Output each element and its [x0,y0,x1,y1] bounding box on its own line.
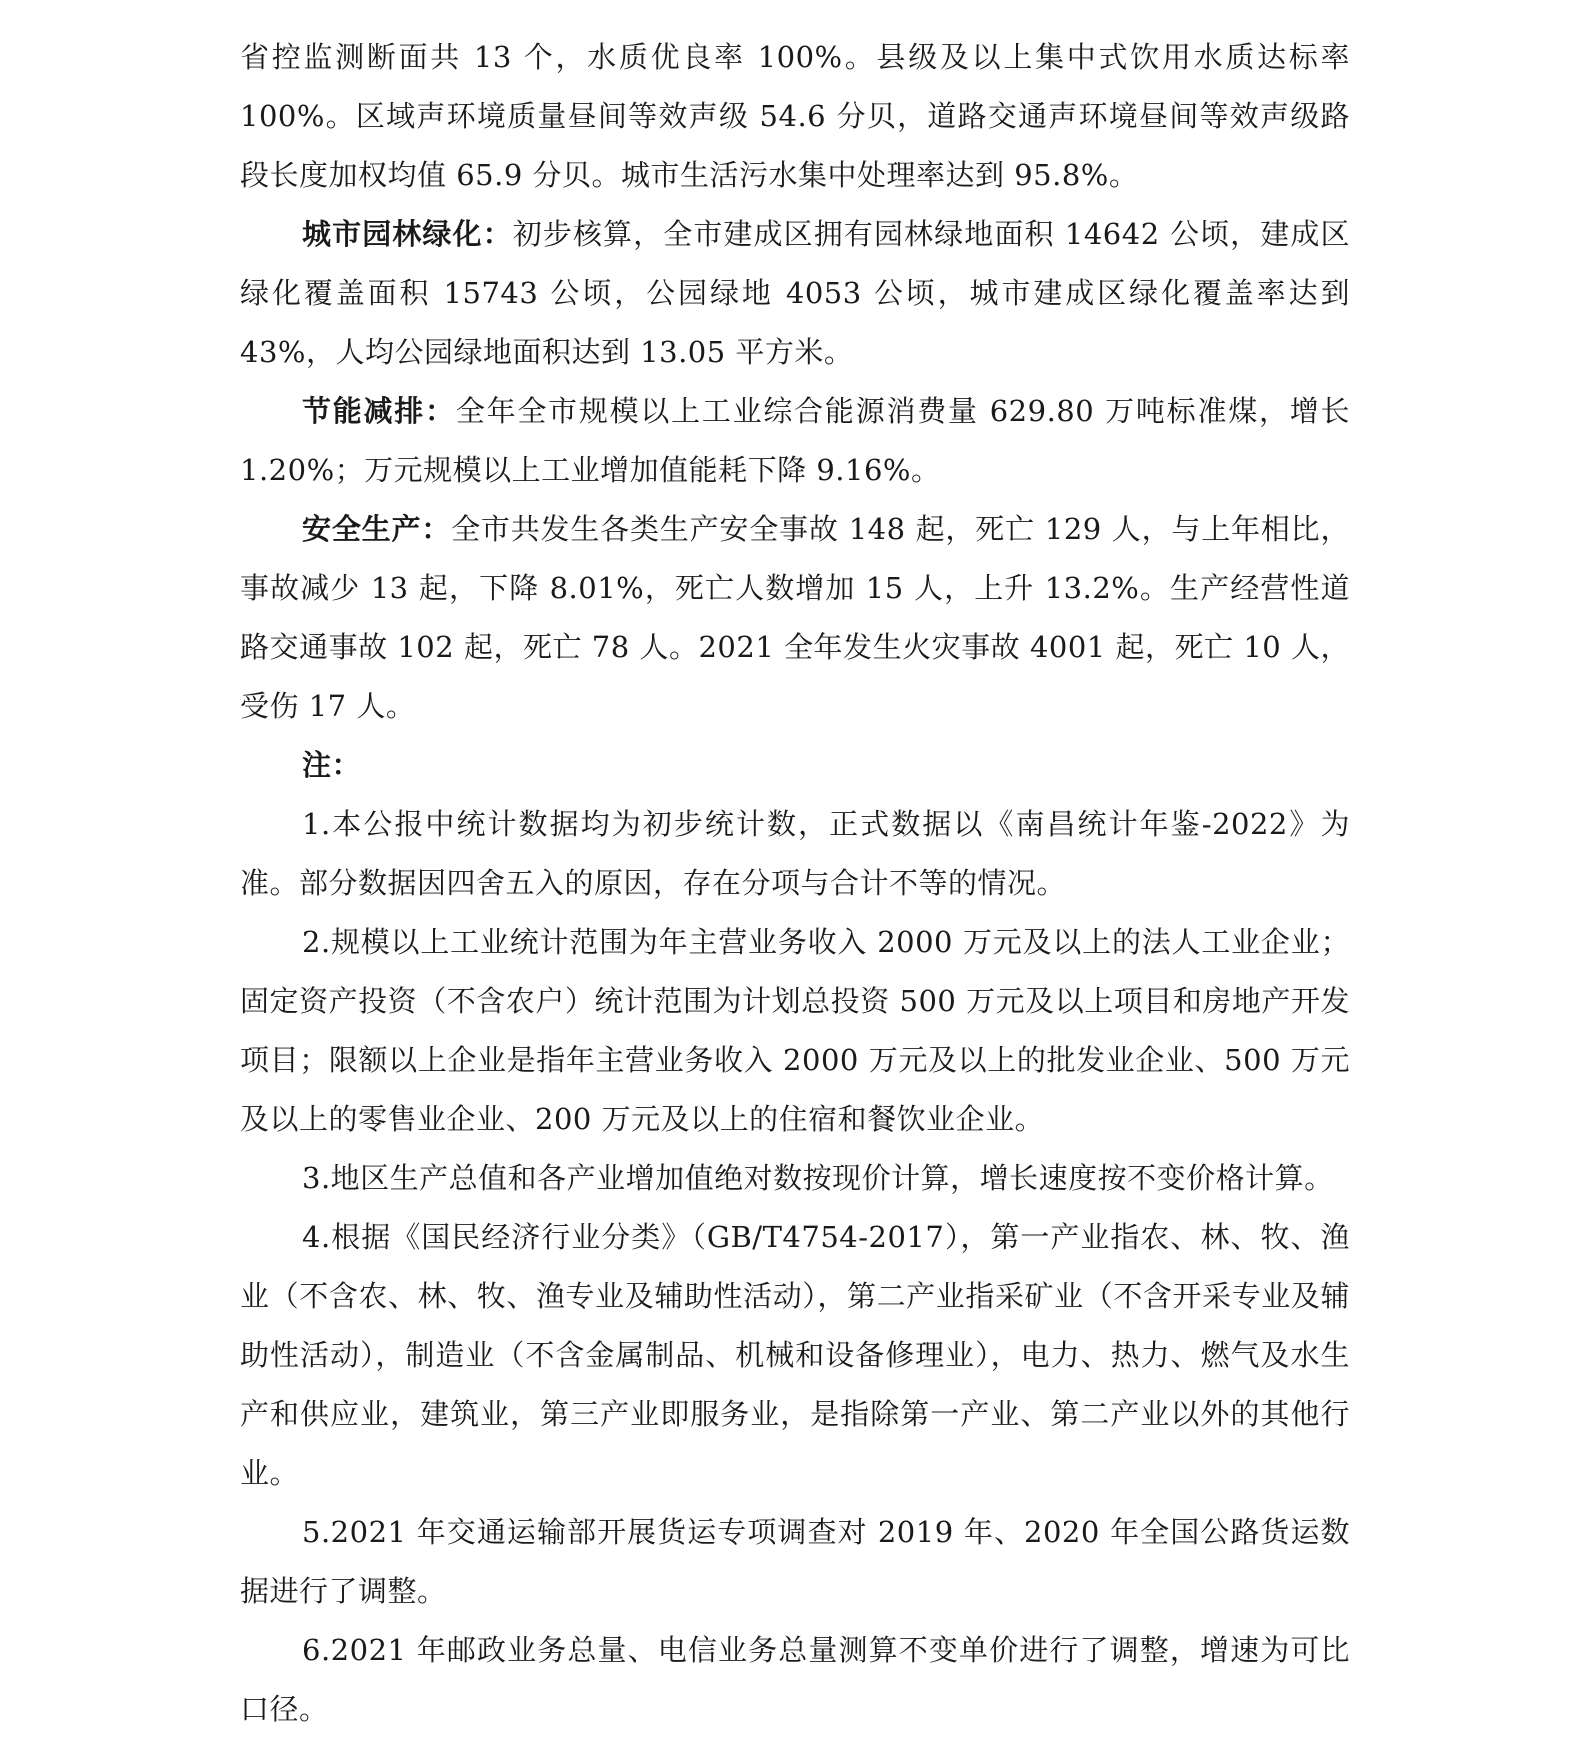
note-item-4: 4.根据《国民经济行业分类》（GB/T4754-2017），第一产业指农、林、牧、渔业（不含农、林、牧、渔专业及辅助性活动），第二产业指采矿业（不含开采专业及辅助性活动），制造业（不含金属制品、机械和设备修理业），电力、热力、燃气及水生产和供应业，建筑业，第三产业即服务业，是指除第一产业、第二产业以外的其他行业。 [240,1220,1350,1490]
note-item-5: 5.2021 年交通运输部开展货运专项调查对 2019 年、2020 年全国公路货运数据进行了调整。 [240,1515,1350,1608]
heading-work-safety: 安全生产： [302,512,452,546]
notes-title: 注： [302,748,362,782]
note-item-1: 1.本公报中统计数据均为初步统计数，正式数据以《南昌统计年鉴-2022》为准。部分数据因四舍五入的原因，存在分项与合计不等的情况。 [240,807,1350,900]
body-urban-greening: 初步核算，全市建成区拥有园林绿地面积 14642 公顷，建成区绿化覆盖面积 15743 公顷，公园绿地 4053 公顷，城市建成区绿化覆盖率达到 43%，人均公园绿地面积达到 13.05 平方米。 [240,217,1350,369]
heading-urban-greening: 城市园林绿化： [302,217,513,251]
note-item-2: 2.规模以上工业统计范围为年主营业务收入 2000 万元及以上的法人工业企业；固定资产投资（不含农户）统计范围为计划总投资 500 万元及以上项目和房地产开发项目；限额以上企业是指年主营业务收入 2000 万元及以上的批发业企业、500 万元及以上的零售业企业、200 万元及以上的住宿和餐饮业企业。 [240,925,1350,1136]
document-page [240,28,1350,1739]
paragraph-energy-saving [240,382,1350,500]
heading-energy-saving: 节能减排： [302,394,456,428]
body-energy-saving: 全年全市规模以上工业综合能源消费量 629.80 万吨标准煤，增长 1.20%；万元规模以上工业增加值能耗下降 9.16%。 [240,394,1350,487]
paragraph-work-safety [240,500,1350,736]
body-work-safety: 全市共发生各类生产安全事故 148 起，死亡 129 人，与上年相比，事故减少 13 起，下降 8.01%，死亡人数增加 15 人，上升 13.2%。生产经营性道路交通事故 102 起，死亡 78 人。2021 全年发生火灾事故 4001 起，死亡 10 人，受伤 17 人。 [240,512,1350,723]
note-item-3: 3.地区生产总值和各产业增加值绝对数按现价计算，增长速度按不变价格计算。 [302,1161,1334,1195]
paragraph-urban-greening [240,205,1350,382]
note-item-6: 6.2021 年邮政业务总量、电信业务总量测算不变单价进行了调整，增速为可比口径。 [240,1633,1350,1726]
paragraph-environment-continued: 省控监测断面共 13 个，水质优良率 100%。县级及以上集中式饮用水质达标率 100%。区域声环境质量昼间等效声级 54.6 分贝，道路交通声环境昼间等效声级路段长度加权均值 65.9 分贝。城市生活污水集中处理率达到 95.8%。 [240,40,1350,192]
